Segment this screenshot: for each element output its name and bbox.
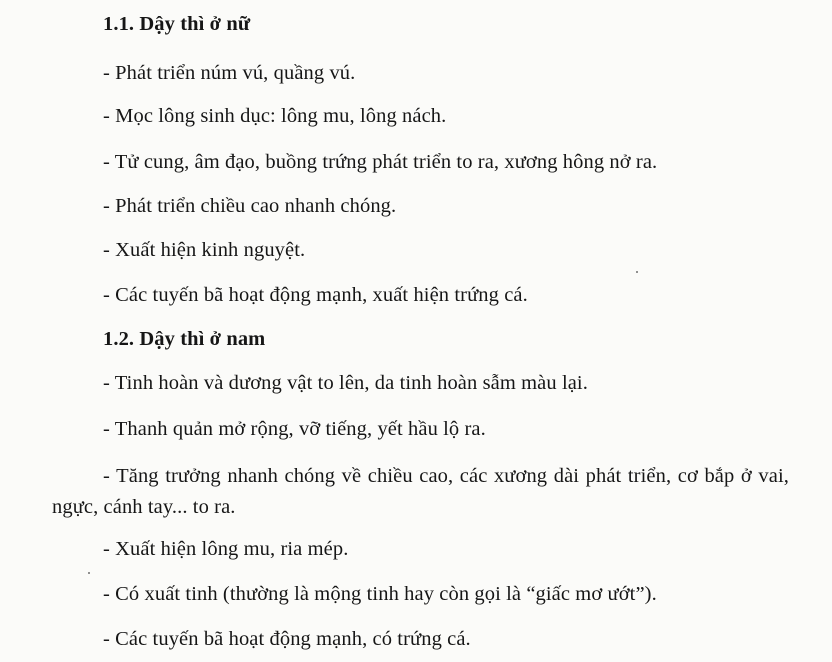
list-item: - Tinh hoàn và dương vật to lên, da tinh hoàn sẫm màu lại. [103, 372, 588, 394]
list-item: - Thanh quản mở rộng, vỡ tiếng, yết hầu lộ ra. [103, 418, 486, 440]
scan-speck [88, 572, 90, 574]
list-item: - Phát triển núm vú, quầng vú. [103, 62, 356, 84]
section-heading-male: 1.2. Dậy thì ở nam [103, 328, 266, 350]
list-item: - Tử cung, âm đạo, buồng trứng phát triển to ra, xương hông nở ra. [103, 151, 658, 173]
list-item: - Phát triển chiều cao nhanh chóng. [103, 195, 397, 217]
section-heading-female: 1.1. Dậy thì ở nữ [103, 13, 251, 35]
list-item: - Xuất hiện lông mu, ria mép. [103, 538, 349, 560]
list-item-text: - Tăng trưởng nhanh chóng về chiều cao, các xương dài phát triển, cơ bắp ở vai, ngực, cánh tay... to ra. [52, 465, 789, 518]
list-item: - Các tuyến bã hoạt động mạnh, có trứng cá. [103, 628, 471, 650]
scan-speck [636, 271, 638, 273]
list-item: - Xuất hiện kinh nguyệt. [103, 239, 306, 261]
list-item: - Có xuất tinh (thường là mộng tinh hay còn gọi là “giấc mơ ướt”). [103, 583, 657, 605]
list-item: - Mọc lông sinh dục: lông mu, lông nách. [103, 105, 447, 127]
list-item: - Các tuyến bã hoạt động mạnh, xuất hiện trứng cá. [103, 284, 528, 306]
list-item-wrapped [52, 461, 789, 523]
